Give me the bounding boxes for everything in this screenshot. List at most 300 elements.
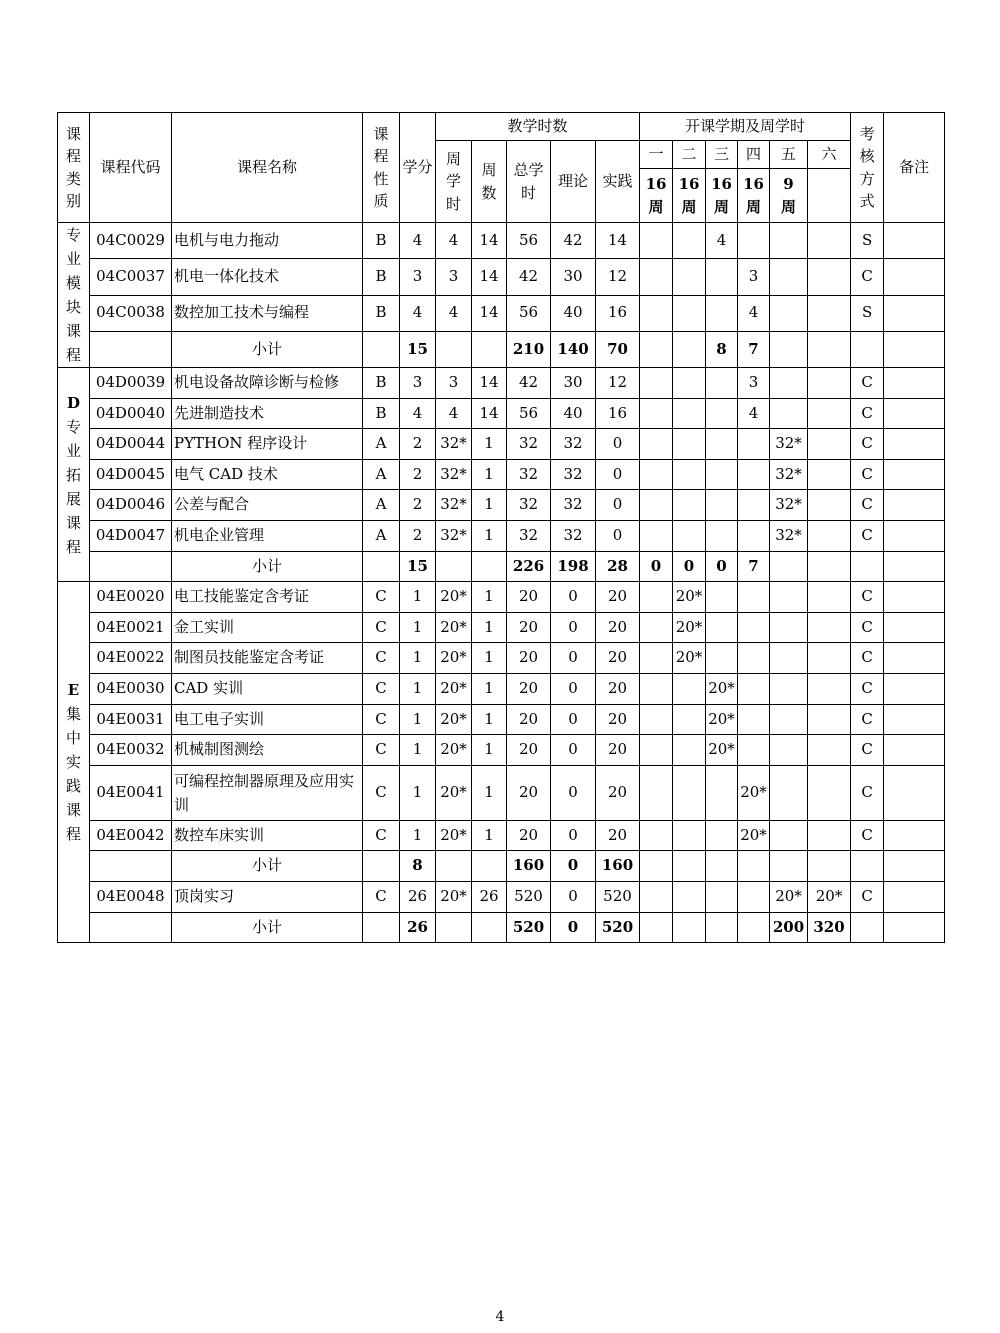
cell-exam: C — [851, 704, 884, 735]
cell-exam: C — [851, 520, 884, 551]
cell-s5 — [770, 398, 808, 429]
cell-nature: B — [363, 295, 400, 331]
header-sem5-weeks: 9 周 — [770, 169, 808, 223]
cell-practice: 20 — [596, 765, 640, 820]
subtotal-exam — [851, 331, 884, 367]
course-row — [58, 223, 945, 259]
header-total-hours: 总学 时 — [507, 141, 551, 223]
cell-s5 — [770, 368, 808, 399]
cell-s1 — [640, 881, 673, 912]
cell-theory: 0 — [551, 612, 596, 643]
cell-weekly: 32* — [436, 429, 472, 460]
header-sem1: 一 — [640, 141, 673, 169]
cell-s2 — [673, 735, 706, 766]
cell-s5: 20* — [770, 881, 808, 912]
cell-weekly: 32* — [436, 520, 472, 551]
cell-s2 — [673, 295, 706, 331]
cell-s3 — [706, 820, 738, 851]
cell-s2 — [673, 765, 706, 820]
cell-s1 — [640, 398, 673, 429]
cell-s4 — [738, 704, 770, 735]
cell-name: 电工技能鉴定含考证 — [172, 582, 363, 613]
cell-s2 — [673, 259, 706, 295]
cell-code: 04E0042 — [90, 820, 172, 851]
cell-name: 机电企业管理 — [172, 520, 363, 551]
cell-name: 顶岗实习 — [172, 881, 363, 912]
cell-total: 56 — [507, 295, 551, 331]
cell-s5 — [770, 673, 808, 704]
cell-weeks: 14 — [472, 368, 507, 399]
cell-s5 — [770, 223, 808, 259]
subtotal-total: 210 — [507, 331, 551, 367]
header-remarks: 备注 — [884, 113, 945, 223]
cell-s2: 20* — [673, 643, 706, 674]
subtotal-nature — [363, 851, 400, 882]
cell-remark — [884, 881, 945, 912]
subtotal-row — [58, 851, 945, 882]
cell-code: 04E0041 — [90, 765, 172, 820]
cell-total: 42 — [507, 259, 551, 295]
category-cell — [58, 223, 90, 368]
cell-credit: 4 — [400, 398, 436, 429]
cell-s3 — [706, 459, 738, 490]
cell-weeks: 26 — [472, 881, 507, 912]
subtotal-s2 — [673, 912, 706, 943]
cell-s1 — [640, 295, 673, 331]
cell-name: 机电设备故障诊断与检修 — [172, 368, 363, 399]
cell-theory: 0 — [551, 881, 596, 912]
subtotal-weeks — [472, 851, 507, 882]
cell-remark — [884, 673, 945, 704]
cell-credit: 2 — [400, 459, 436, 490]
cell-nature: B — [363, 398, 400, 429]
cell-practice: 0 — [596, 459, 640, 490]
cell-practice: 12 — [596, 259, 640, 295]
subtotal-s1 — [640, 851, 673, 882]
cell-practice: 0 — [596, 429, 640, 460]
header-sem4-weeks: 16 周 — [738, 169, 770, 223]
cell-code: 04E0022 — [90, 643, 172, 674]
subtotal-weekly — [436, 551, 472, 582]
subtotal-s6 — [808, 851, 851, 882]
cell-s2 — [673, 398, 706, 429]
cell-weekly: 32* — [436, 459, 472, 490]
cell-s5: 32* — [770, 490, 808, 521]
subtotal-practice: 160 — [596, 851, 640, 882]
cell-s3 — [706, 520, 738, 551]
cell-s4: 4 — [738, 398, 770, 429]
header-sem4: 四 — [738, 141, 770, 169]
cell-credit: 1 — [400, 582, 436, 613]
course-row — [58, 259, 945, 295]
cell-weeks: 14 — [472, 259, 507, 295]
table-header — [58, 113, 945, 223]
cell-s6 — [808, 673, 851, 704]
cell-theory: 0 — [551, 765, 596, 820]
subtotal-s5 — [770, 331, 808, 367]
cell-theory: 0 — [551, 704, 596, 735]
header-practice: 实践 — [596, 141, 640, 223]
cell-weekly: 4 — [436, 223, 472, 259]
cell-s3 — [706, 295, 738, 331]
cell-s3 — [706, 490, 738, 521]
course-row — [58, 820, 945, 851]
cell-theory: 42 — [551, 223, 596, 259]
cell-s4 — [738, 223, 770, 259]
cell-exam: C — [851, 612, 884, 643]
cell-weeks: 14 — [472, 223, 507, 259]
cell-s6 — [808, 735, 851, 766]
cell-s4: 3 — [738, 368, 770, 399]
subtotal-exam — [851, 851, 884, 882]
cell-remark — [884, 490, 945, 521]
cell-credit: 1 — [400, 765, 436, 820]
cell-weekly: 20* — [436, 765, 472, 820]
cell-name: 可编程控制器原理及应用实训 — [172, 765, 363, 820]
cell-remark — [884, 520, 945, 551]
cell-practice: 20 — [596, 673, 640, 704]
cell-total: 20 — [507, 820, 551, 851]
course-row — [58, 490, 945, 521]
cell-s6 — [808, 398, 851, 429]
subtotal-s4: 7 — [738, 331, 770, 367]
cell-s5: 32* — [770, 520, 808, 551]
subtotal-s1 — [640, 912, 673, 943]
cell-s5 — [770, 735, 808, 766]
cell-code: 04D0044 — [90, 429, 172, 460]
cell-weekly: 20* — [436, 612, 472, 643]
cell-theory: 0 — [551, 582, 596, 613]
cell-s2 — [673, 820, 706, 851]
subtotal-s6 — [808, 331, 851, 367]
subtotal-weeks — [472, 551, 507, 582]
header-sem5: 五 — [770, 141, 808, 169]
cell-nature: C — [363, 582, 400, 613]
cell-theory: 0 — [551, 673, 596, 704]
cell-remark — [884, 704, 945, 735]
cell-s2 — [673, 520, 706, 551]
cell-weeks: 1 — [472, 765, 507, 820]
subtotal-exam — [851, 912, 884, 943]
subtotal-label: 小计 — [172, 851, 363, 882]
cell-remark — [884, 295, 945, 331]
cell-s1 — [640, 429, 673, 460]
cell-credit: 2 — [400, 490, 436, 521]
category-label: 专 业 模 块 课 程 — [65, 226, 81, 364]
cell-s6 — [808, 765, 851, 820]
cell-code: 04D0040 — [90, 398, 172, 429]
subtotal-nature — [363, 912, 400, 943]
subtotal-remark — [884, 851, 945, 882]
subtotal-theory: 0 — [551, 912, 596, 943]
cell-code: 04C0038 — [90, 295, 172, 331]
cell-remark — [884, 429, 945, 460]
course-row — [58, 643, 945, 674]
cell-s1 — [640, 582, 673, 613]
cell-exam: C — [851, 881, 884, 912]
cell-total: 32 — [507, 429, 551, 460]
subtotal-s2 — [673, 851, 706, 882]
curriculum-table — [57, 112, 945, 943]
cell-code: 04D0045 — [90, 459, 172, 490]
cell-weeks: 14 — [472, 295, 507, 331]
cell-theory: 32 — [551, 459, 596, 490]
subtotal-practice: 28 — [596, 551, 640, 582]
cell-practice: 12 — [596, 368, 640, 399]
cell-credit: 4 — [400, 295, 436, 331]
cell-code: 04C0037 — [90, 259, 172, 295]
cell-s3 — [706, 765, 738, 820]
cell-practice: 0 — [596, 520, 640, 551]
cell-credit: 2 — [400, 429, 436, 460]
cell-s5 — [770, 643, 808, 674]
cell-nature: C — [363, 643, 400, 674]
subtotal-code — [90, 551, 172, 582]
cell-practice: 16 — [596, 398, 640, 429]
cell-s3: 20* — [706, 735, 738, 766]
cell-total: 32 — [507, 520, 551, 551]
cell-credit: 1 — [400, 612, 436, 643]
cell-s6 — [808, 429, 851, 460]
cell-s2 — [673, 704, 706, 735]
cell-weeks: 1 — [472, 612, 507, 643]
cell-s2 — [673, 223, 706, 259]
cell-practice: 20 — [596, 643, 640, 674]
cell-s2 — [673, 881, 706, 912]
cell-code: 04E0020 — [90, 582, 172, 613]
course-row — [58, 295, 945, 331]
cell-s4 — [738, 520, 770, 551]
subtotal-code — [90, 851, 172, 882]
subtotal-credit: 15 — [400, 551, 436, 582]
cell-exam: C — [851, 582, 884, 613]
cell-practice: 520 — [596, 881, 640, 912]
cell-s4 — [738, 459, 770, 490]
subtotal-total: 226 — [507, 551, 551, 582]
subtotal-weekly — [436, 331, 472, 367]
cell-s4 — [738, 582, 770, 613]
cell-total: 20 — [507, 612, 551, 643]
subtotal-row — [58, 551, 945, 582]
cell-remark — [884, 765, 945, 820]
subtotal-s5 — [770, 551, 808, 582]
category-label: D 专 业 拓 展 课 程 — [65, 393, 81, 556]
cell-weekly: 4 — [436, 295, 472, 331]
cell-s3 — [706, 368, 738, 399]
cell-name: 先进制造技术 — [172, 398, 363, 429]
cell-theory: 32 — [551, 429, 596, 460]
cell-code: 04E0032 — [90, 735, 172, 766]
cell-s3 — [706, 881, 738, 912]
cell-theory: 32 — [551, 490, 596, 521]
cell-code: 04E0048 — [90, 881, 172, 912]
subtotal-label: 小计 — [172, 331, 363, 367]
cell-s4: 3 — [738, 259, 770, 295]
course-row — [58, 429, 945, 460]
cell-total: 20 — [507, 643, 551, 674]
cell-s6 — [808, 704, 851, 735]
cell-code: 04D0046 — [90, 490, 172, 521]
cell-s2: 20* — [673, 612, 706, 643]
cell-remark — [884, 368, 945, 399]
cell-exam: C — [851, 765, 884, 820]
cell-practice: 20 — [596, 612, 640, 643]
cell-s4 — [738, 490, 770, 521]
cell-exam: C — [851, 259, 884, 295]
course-row — [58, 459, 945, 490]
cell-s5 — [770, 259, 808, 295]
course-row — [58, 582, 945, 613]
subtotal-remark — [884, 331, 945, 367]
category-label: E 集 中 实 践 课 程 — [65, 681, 81, 844]
cell-s6 — [808, 259, 851, 295]
cell-name: 金工实训 — [172, 612, 363, 643]
subtotal-s4: 7 — [738, 551, 770, 582]
cell-nature: B — [363, 259, 400, 295]
cell-credit: 4 — [400, 223, 436, 259]
subtotal-s6: 320 — [808, 912, 851, 943]
cell-nature: C — [363, 820, 400, 851]
cell-total: 32 — [507, 490, 551, 521]
course-row — [58, 765, 945, 820]
cell-practice: 14 — [596, 223, 640, 259]
subtotal-label: 小计 — [172, 912, 363, 943]
cell-total: 20 — [507, 582, 551, 613]
header-sem3-weeks: 16 周 — [706, 169, 738, 223]
cell-nature: C — [363, 881, 400, 912]
cell-s6 — [808, 612, 851, 643]
cell-nature: B — [363, 223, 400, 259]
cell-name: 电气 CAD 技术 — [172, 459, 363, 490]
cell-remark — [884, 582, 945, 613]
cell-total: 56 — [507, 398, 551, 429]
subtotal-s4 — [738, 851, 770, 882]
cell-s3 — [706, 259, 738, 295]
cell-s5 — [770, 765, 808, 820]
cell-credit: 1 — [400, 820, 436, 851]
subtotal-weekly — [436, 912, 472, 943]
table-body — [58, 223, 945, 943]
subtotal-remark — [884, 912, 945, 943]
cell-s6 — [808, 459, 851, 490]
cell-s4 — [738, 643, 770, 674]
cell-exam: C — [851, 643, 884, 674]
cell-remark — [884, 643, 945, 674]
cell-total: 32 — [507, 459, 551, 490]
header-nature: 课 程 性 质 — [363, 113, 400, 223]
cell-weeks: 1 — [472, 582, 507, 613]
cell-total: 20 — [507, 704, 551, 735]
header-theory: 理论 — [551, 141, 596, 223]
cell-exam: C — [851, 368, 884, 399]
cell-s6 — [808, 820, 851, 851]
cell-s1 — [640, 673, 673, 704]
subtotal-theory: 140 — [551, 331, 596, 367]
cell-remark — [884, 612, 945, 643]
cell-s1 — [640, 612, 673, 643]
cell-s6 — [808, 295, 851, 331]
cell-practice: 20 — [596, 582, 640, 613]
cell-s3 — [706, 612, 738, 643]
cell-s6 — [808, 643, 851, 674]
cell-practice: 0 — [596, 490, 640, 521]
cell-nature: C — [363, 704, 400, 735]
cell-s5 — [770, 704, 808, 735]
cell-name: 数控加工技术与编程 — [172, 295, 363, 331]
subtotal-s6 — [808, 551, 851, 582]
cell-nature: B — [363, 368, 400, 399]
cell-s1 — [640, 490, 673, 521]
cell-s1 — [640, 820, 673, 851]
cell-s3 — [706, 429, 738, 460]
cell-practice: 20 — [596, 735, 640, 766]
cell-theory: 30 — [551, 259, 596, 295]
cell-name: 制图员技能鉴定含考证 — [172, 643, 363, 674]
cell-exam: C — [851, 429, 884, 460]
cell-practice: 20 — [596, 820, 640, 851]
header-sem6-weeks — [808, 169, 851, 223]
cell-credit: 1 — [400, 643, 436, 674]
cell-s2: 20* — [673, 582, 706, 613]
cell-s3 — [706, 643, 738, 674]
cell-theory: 40 — [551, 398, 596, 429]
cell-exam: C — [851, 398, 884, 429]
cell-exam: C — [851, 673, 884, 704]
cell-s4 — [738, 612, 770, 643]
cell-practice: 16 — [596, 295, 640, 331]
cell-exam: C — [851, 490, 884, 521]
cell-remark — [884, 459, 945, 490]
cell-code: 04C0029 — [90, 223, 172, 259]
header-code: 课程代码 — [90, 113, 172, 223]
cell-theory: 0 — [551, 820, 596, 851]
cell-s5: 32* — [770, 459, 808, 490]
cell-credit: 2 — [400, 520, 436, 551]
cell-s3: 20* — [706, 704, 738, 735]
subtotal-s5: 200 — [770, 912, 808, 943]
cell-weekly: 32* — [436, 490, 472, 521]
cell-exam: S — [851, 223, 884, 259]
cell-credit: 3 — [400, 259, 436, 295]
category-cell — [58, 368, 90, 582]
cell-remark — [884, 398, 945, 429]
subtotal-practice: 520 — [596, 912, 640, 943]
cell-s5: 32* — [770, 429, 808, 460]
cell-s6 — [808, 490, 851, 521]
subtotal-remark — [884, 551, 945, 582]
cell-name: 数控车床实训 — [172, 820, 363, 851]
subtotal-credit: 15 — [400, 331, 436, 367]
cell-weekly: 4 — [436, 398, 472, 429]
cell-remark — [884, 223, 945, 259]
cell-exam: C — [851, 735, 884, 766]
cell-s2 — [673, 490, 706, 521]
cell-s3: 4 — [706, 223, 738, 259]
course-row — [58, 398, 945, 429]
cell-credit: 1 — [400, 673, 436, 704]
cell-s3: 20* — [706, 673, 738, 704]
subtotal-nature — [363, 331, 400, 367]
cell-s4: 20* — [738, 765, 770, 820]
header-name: 课程名称 — [172, 113, 363, 223]
cell-credit: 1 — [400, 735, 436, 766]
cell-theory: 30 — [551, 368, 596, 399]
cell-nature: A — [363, 490, 400, 521]
cell-weekly: 3 — [436, 259, 472, 295]
cell-total: 20 — [507, 765, 551, 820]
course-row — [58, 881, 945, 912]
cell-code: 04E0021 — [90, 612, 172, 643]
